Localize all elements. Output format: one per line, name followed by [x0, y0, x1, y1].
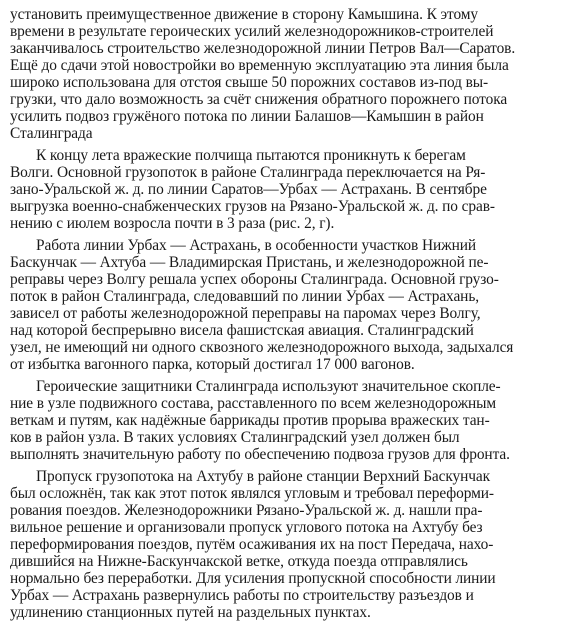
text-line: грузки, что дало возможность за счёт снижения обратного порожнего потока — [10, 91, 508, 108]
text-line: Урбах — Астрахань развернулись работы по строительству разъездов и — [10, 587, 474, 604]
text-line: Пропуск грузопотока на Ахтубу в районе станции Верхний Баскунчак — [36, 468, 491, 485]
text-line: рования поездов. Железнодорожники Рязано-Уральской ж. д. нашли пра- — [10, 502, 483, 519]
text-line: реправы через Волгу решала успех обороны Сталинграда. Основной грузо- — [10, 271, 499, 288]
text-line: от избытка вагонного парка, который достигал 17 000 вагонов. — [10, 356, 415, 373]
text-line: ков в район узла. В таких условиях Сталинградский узел должен был — [10, 429, 460, 446]
document-page — [10, 6, 556, 621]
text-line: узел, не имеющий ни одного сквозного железнодорожного выхода, задыхался — [10, 339, 514, 356]
text-line: зано-Уральской ж. д. по линии Саратов—Урбах — Астрахань. В сентябре — [10, 181, 487, 198]
text-line: Героические защитники Сталинграда используют значительное скопле- — [36, 378, 501, 395]
text-line: установить преимущественное движение в сторону Камышина. К этому — [10, 6, 478, 23]
text-line: Работа линии Урбах — Астрахань, в особенности участков Нижний — [36, 237, 477, 254]
text-line: Волги. Основной грузопоток в районе Сталинграда переключается на Ря- — [10, 164, 486, 181]
text-line: времени в результате героических усилий железнодорожников-строителей — [10, 23, 494, 40]
text-line: поток в район Сталинграда, следовавший по линии Урбах — Астрахань, — [10, 288, 479, 305]
text-line: дившийся на Нижне-Баскунчакской ветке, откуда поезда отправлялись — [10, 553, 468, 570]
text-line: широко использована для отстоя свыше 50 порожних составов из-под вы- — [10, 74, 489, 91]
text-line: выполнять значительную работу по обеспечению подвоза грузов для фронта. — [10, 446, 510, 463]
paragraph — [10, 378, 556, 463]
text-line: зависел от работы железнодорожной переправы на паромах через Волгу, — [10, 305, 481, 322]
paragraph — [10, 468, 556, 621]
text-line: удлинению станционных путей на раздельных пунктах. — [10, 604, 371, 621]
text-line: нению с июлем возросла почти в 3 раза (рис. 2, г). — [10, 215, 335, 232]
text-line: усилить подвоз гружёного потока по линии Балашов—Камышин в район — [10, 108, 484, 125]
paragraph — [10, 147, 556, 232]
paragraph — [10, 237, 556, 373]
text-line: Сталинграда — [10, 125, 93, 142]
text-line: вильное решение и организовали пропуск углового потока на Ахтубу без — [10, 519, 483, 536]
text-line: веткам и путям, как надёжные баррикады против прорыва вражеских тан- — [10, 412, 490, 429]
text-line: выгрузка военно-снабженческих грузов на Рязано-Уральской ж. д. по срав- — [10, 198, 495, 215]
text-line: над которой беспрерывно висела фашистская авиация. Сталинградский — [10, 322, 474, 339]
text-line: нормально без переработки. Для усиления пропускной способности линии — [10, 570, 496, 587]
text-line: Ещё до сдачи этой новостройки во временную эксплуатацию эта линия была — [10, 57, 509, 74]
text-line: К концу лета вражеские полчища пытаются проникнуть к берегам — [36, 147, 466, 164]
text-line: заканчивалось строительство железнодорожной линии Петров Вал—Саратов. — [10, 40, 516, 57]
paragraph — [10, 6, 556, 142]
text-line: был осложнён, так как этот поток являлся угловым и требовал переформи- — [10, 485, 494, 502]
text-line: переформирования поездов, путём осаживания их на пост Передача, нахо- — [10, 536, 494, 553]
text-line: ние в узле подвижного состава, расставленного по всем железнодорожным — [10, 395, 496, 412]
text-line: Баскунчак — Ахтуба — Владимирская Пристань, и железнодорожной пе- — [10, 254, 489, 271]
